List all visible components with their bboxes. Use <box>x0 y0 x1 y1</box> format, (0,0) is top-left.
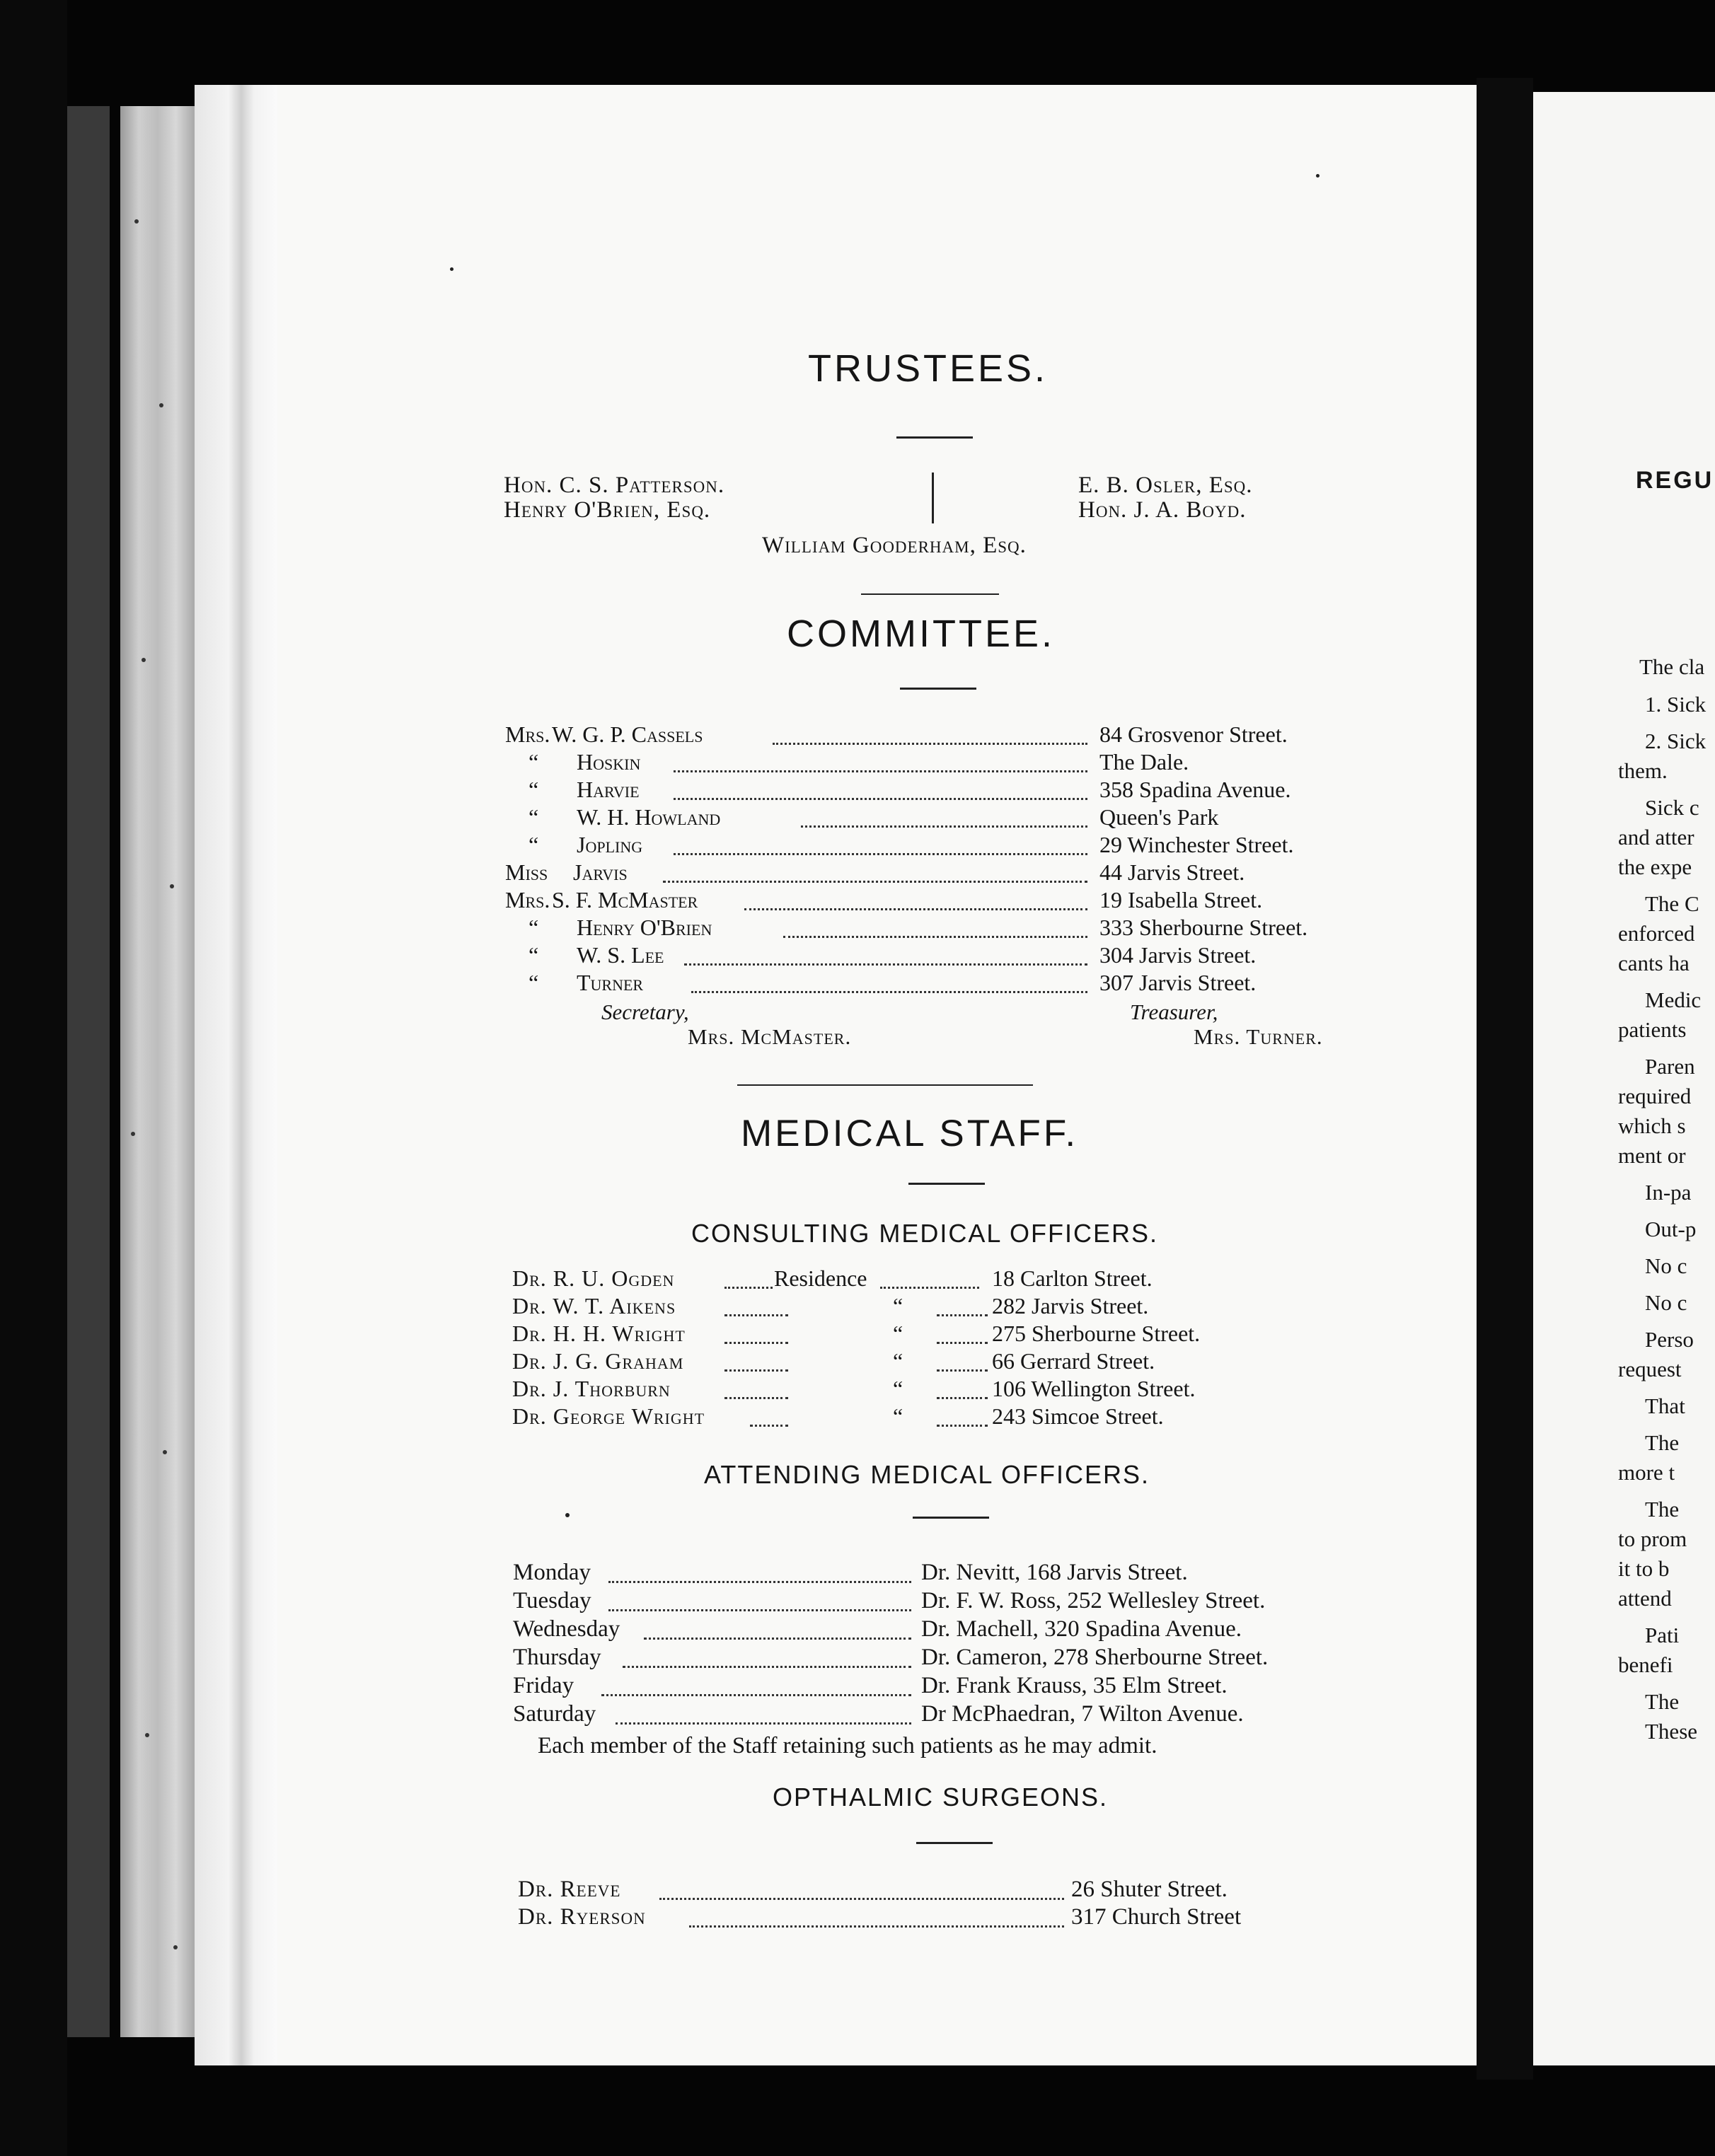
facing-page <box>1533 92 1715 2065</box>
print-speck <box>565 1513 570 1517</box>
consulting-officer: Dr. J. G. Graham <box>512 1348 684 1374</box>
trustees-heading: TRUSTEES. <box>808 347 1049 390</box>
leader-dots <box>937 1314 988 1316</box>
committee-member: Harvie <box>577 777 640 802</box>
attending-officer: Dr. Nevitt, 168 Jarvis Street. <box>921 1560 1188 1585</box>
ditto-mark: “ <box>893 1321 903 1346</box>
secretary-label: Secretary, <box>601 999 689 1024</box>
leader-dots <box>937 1425 988 1427</box>
facing-page-line: and atter <box>1618 825 1694 850</box>
facing-page-line: No c <box>1645 1290 1687 1315</box>
treasurer-label: Treasurer, <box>1130 999 1218 1024</box>
treasurer-name: Mrs. Turner. <box>1194 1024 1323 1049</box>
committee-member: W. G. P. Cassels <box>552 721 703 747</box>
leader-dots <box>744 908 1087 910</box>
committee-heading: COMMITTEE. <box>787 613 1055 655</box>
committee-prefix: “ <box>529 942 539 968</box>
consulting-address: 282 Jarvis Street. <box>992 1293 1149 1318</box>
consulting-officer: Dr. R. U. Ogden <box>512 1265 675 1291</box>
committee-address: 84 Grosvenor Street. <box>1099 721 1288 747</box>
committee-prefix: Mrs. <box>505 721 550 747</box>
attending-heading: ATTENDING MEDICAL OFFICERS. <box>704 1460 1150 1489</box>
consulting-officer: Dr. George Wright <box>512 1403 705 1429</box>
committee-member: Hoskin <box>577 749 641 775</box>
medical-staff-heading: MEDICAL STAFF. <box>741 1113 1079 1154</box>
facing-page-line: which s <box>1618 1113 1686 1138</box>
leader-dots <box>616 1722 911 1725</box>
consulting-address: 66 Gerrard Street. <box>992 1348 1155 1374</box>
facing-page-line: The <box>1645 1497 1680 1522</box>
facing-page-line: cants ha <box>1618 951 1690 975</box>
opthalmic-surgeon: Dr. Ryerson <box>518 1904 646 1930</box>
facing-page-line: 1. Sick <box>1645 692 1707 717</box>
facing-page-line: The <box>1645 1689 1680 1714</box>
trustee-name: Hon. J. A. Boyd. <box>1078 497 1247 523</box>
attending-officer: Dr. Machell, 320 Spadina Avenue. <box>921 1616 1242 1642</box>
opthalmic-address: 26 Shuter Street. <box>1071 1877 1228 1902</box>
leader-dots <box>783 936 1087 938</box>
committee-member: W. H. Howland <box>577 804 721 830</box>
divider <box>896 436 973 439</box>
facing-page-line: Out-p <box>1645 1217 1697 1241</box>
leader-dots <box>659 1898 1064 1900</box>
attending-officer: Dr McPhaedran, 7 Wilton Avenue. <box>921 1701 1244 1727</box>
leader-dots <box>644 1638 911 1640</box>
leader-dots <box>689 1925 1064 1928</box>
attending-officer: Dr. F. W. Ross, 252 Wellesley Street. <box>921 1588 1266 1613</box>
facing-page-line: attend <box>1618 1586 1672 1611</box>
committee-prefix: “ <box>529 777 539 802</box>
trustee-name: Henry O'Brien, Esq. <box>504 497 711 523</box>
staff-note: Each member of the Staff retaining such patients as he may admit. <box>538 1733 1157 1758</box>
facing-page-heading: REGU <box>1636 467 1714 494</box>
committee-prefix: “ <box>529 915 539 940</box>
facing-page-line: it to b <box>1618 1556 1670 1581</box>
leader-dots <box>724 1369 788 1372</box>
attending-day: Tuesday <box>513 1588 591 1613</box>
leader-dots <box>674 770 1087 772</box>
divider <box>737 1084 1033 1086</box>
leader-dots <box>750 1425 788 1427</box>
document-page <box>277 85 1477 2065</box>
divider <box>908 1183 985 1185</box>
vertical-divider <box>932 473 934 523</box>
facing-page-line: Medic <box>1645 987 1702 1012</box>
attending-day: Saturday <box>513 1701 596 1727</box>
facing-page-line: them. <box>1618 758 1668 783</box>
committee-address: The Dale. <box>1099 749 1189 775</box>
facing-page-line: request <box>1618 1357 1682 1381</box>
facing-page-line: enforced <box>1618 921 1695 946</box>
facing-page-line: more t <box>1618 1460 1675 1485</box>
opthalmic-heading: OPTHALMIC SURGEONS. <box>773 1783 1109 1812</box>
facing-page-line: to prom <box>1618 1526 1687 1551</box>
leader-dots <box>601 1694 911 1696</box>
committee-member: Turner <box>577 970 644 995</box>
opthalmic-address: 317 Church Street <box>1071 1904 1242 1930</box>
consulting-officer: Dr. W. T. Aikens <box>512 1293 676 1318</box>
committee-prefix: “ <box>529 804 539 830</box>
leader-dots <box>608 1609 911 1611</box>
leader-dots <box>724 1287 773 1289</box>
ditto-mark: “ <box>893 1348 903 1374</box>
committee-prefix: Mrs. <box>505 887 550 912</box>
trustee-name: E. B. Osler, Esq. <box>1078 473 1253 498</box>
leader-dots <box>724 1342 788 1344</box>
committee-address: 358 Spadina Avenue. <box>1099 777 1291 802</box>
opthalmic-surgeon: Dr. Reeve <box>518 1877 621 1902</box>
leader-dots <box>674 798 1087 800</box>
attending-day: Friday <box>513 1673 574 1698</box>
facing-page-line: The <box>1645 1430 1680 1455</box>
leader-dots <box>937 1397 988 1399</box>
residence-label: Residence <box>774 1265 867 1291</box>
facing-page-line: benefi <box>1618 1652 1673 1677</box>
leader-dots <box>773 743 1087 745</box>
ditto-mark: “ <box>893 1293 903 1318</box>
trustee-name: William Gooderham, Esq. <box>762 533 1027 558</box>
consulting-heading: CONSULTING MEDICAL OFFICERS. <box>691 1219 1159 1248</box>
attending-officer: Dr. Frank Krauss, 35 Elm Street. <box>921 1673 1228 1698</box>
consulting-address: 243 Simcoe Street. <box>992 1403 1164 1429</box>
facing-page-line: ment or <box>1618 1143 1686 1168</box>
committee-address: Queen's Park <box>1099 804 1219 830</box>
committee-member: Jarvis <box>573 859 628 885</box>
consulting-officer: Dr. H. H. Wright <box>512 1321 686 1346</box>
consulting-address: 18 Carlton Street. <box>992 1265 1153 1291</box>
leader-dots <box>937 1369 988 1372</box>
divider <box>900 688 976 690</box>
committee-prefix: “ <box>529 970 539 995</box>
leader-dots <box>691 991 1087 993</box>
book-binding <box>67 106 110 2037</box>
committee-prefix: “ <box>529 749 539 775</box>
consulting-officer: Dr. J. Thorburn <box>512 1376 671 1401</box>
facing-page-line: patients <box>1618 1017 1687 1042</box>
facing-page-line: Sick c <box>1645 795 1699 820</box>
committee-member: Henry O'Brien <box>577 915 712 940</box>
leader-dots <box>801 825 1087 828</box>
committee-address: 19 Isabella Street. <box>1099 887 1263 912</box>
facing-page-line: The C <box>1645 891 1699 916</box>
print-speck <box>450 267 454 271</box>
leader-dots <box>684 963 1087 966</box>
committee-address: 304 Jarvis Street. <box>1099 942 1257 968</box>
attending-day: Wednesday <box>513 1616 620 1642</box>
ditto-mark: “ <box>893 1376 903 1401</box>
attending-officer: Dr. Cameron, 278 Sherbourne Street. <box>921 1645 1269 1670</box>
facing-page-line: Perso <box>1645 1327 1694 1352</box>
divider <box>913 1517 989 1519</box>
consulting-address: 106 Wellington Street. <box>992 1376 1196 1401</box>
leader-dots <box>724 1314 788 1316</box>
facing-page-line: The cla <box>1639 654 1705 679</box>
committee-address: 307 Jarvis Street. <box>1099 970 1257 995</box>
leader-dots <box>663 881 1087 883</box>
book-spine-shadow <box>0 0 67 2156</box>
facing-page-line: Pati <box>1645 1623 1680 1647</box>
attending-day: Thursday <box>513 1645 601 1670</box>
consulting-address: 275 Sherbourne Street. <box>992 1321 1201 1346</box>
facing-page-line: These <box>1645 1719 1698 1744</box>
leader-dots <box>937 1342 988 1344</box>
leader-dots <box>880 1287 979 1289</box>
facing-page-line: 2. Sick <box>1645 729 1707 753</box>
committee-address: 29 Winchester Street. <box>1099 832 1294 857</box>
committee-address: 333 Sherbourne Street. <box>1099 915 1308 940</box>
facing-page-line: the expe <box>1618 854 1692 879</box>
page-fold <box>195 85 279 2065</box>
committee-member: W. S. Lee <box>577 942 664 968</box>
committee-prefix: Miss <box>505 859 548 885</box>
committee-prefix: “ <box>529 832 539 857</box>
facing-page-line: That <box>1645 1393 1685 1418</box>
facing-page-line: No c <box>1645 1253 1687 1278</box>
facing-page-line: required <box>1618 1084 1692 1108</box>
ditto-mark: “ <box>893 1403 903 1429</box>
divider <box>861 593 999 595</box>
committee-member: S. F. McMaster <box>552 887 698 912</box>
leader-dots <box>623 1666 911 1668</box>
facing-page-line: Paren <box>1645 1054 1695 1079</box>
committee-member: Jopling <box>577 832 643 857</box>
leader-dots <box>724 1397 788 1399</box>
divider <box>916 1842 993 1844</box>
print-speck <box>1316 174 1320 178</box>
facing-page-line: In-pa <box>1645 1180 1692 1205</box>
book-gutter <box>1477 78 1533 2080</box>
committee-address: 44 Jarvis Street. <box>1099 859 1245 885</box>
leader-dots <box>674 853 1087 855</box>
secretary-name: Mrs. McMaster. <box>688 1024 852 1049</box>
page-stack-edge <box>120 106 195 2037</box>
attending-day: Monday <box>513 1560 591 1585</box>
leader-dots <box>608 1581 911 1583</box>
trustee-name: Hon. C. S. Patterson. <box>504 473 725 498</box>
